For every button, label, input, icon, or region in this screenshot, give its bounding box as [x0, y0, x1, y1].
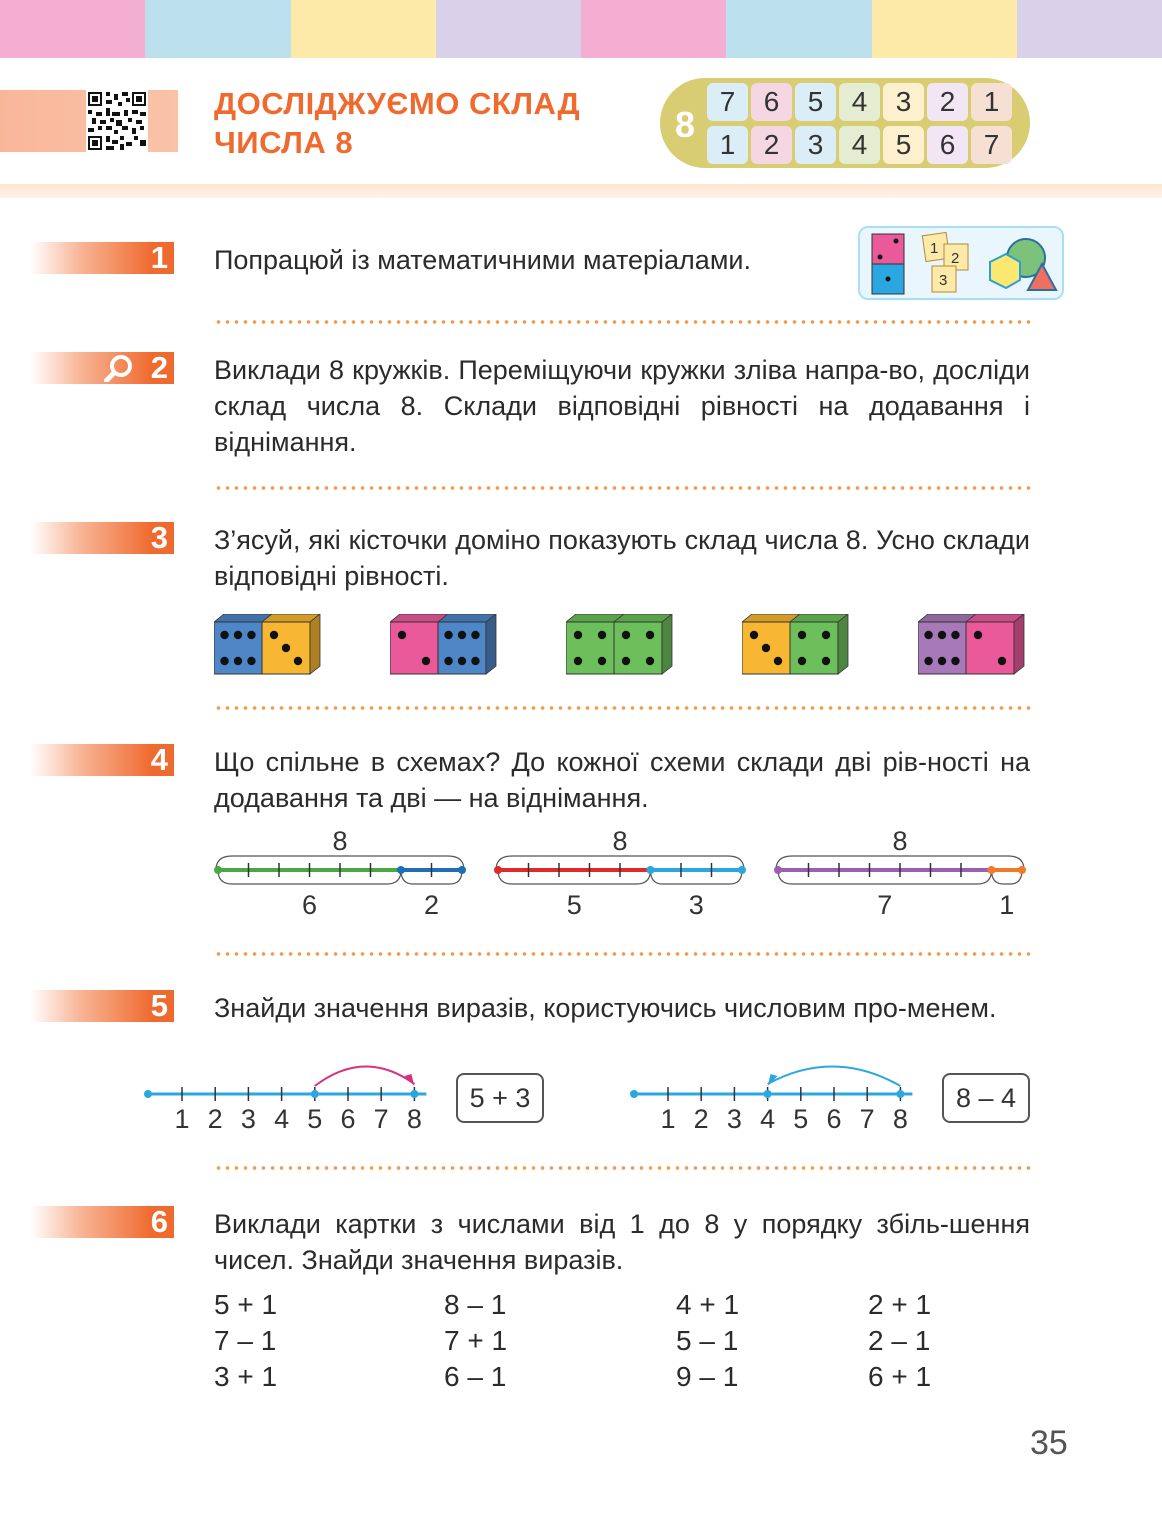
- task-1-text: Попрацюй із математичними матеріалами.: [214, 245, 751, 275]
- domino-tile: [214, 614, 330, 676]
- exercise-expression: 7 + 1: [444, 1325, 508, 1356]
- domino-pip: [951, 631, 959, 639]
- qr-code-icon[interactable]: [86, 90, 148, 152]
- segment-scheme: [494, 826, 750, 922]
- composition-cell: 1: [707, 126, 748, 164]
- ray-tick-label: 7: [373, 1104, 389, 1134]
- domino-tile: [742, 614, 858, 676]
- scheme-part-b-label: 3: [688, 890, 704, 920]
- domino-tile: [390, 614, 506, 676]
- exercise-expression: 9 – 1: [676, 1361, 739, 1392]
- number-ray: [626, 1064, 936, 1138]
- domino-pip: [646, 657, 654, 665]
- color-stripe: [436, 0, 581, 58]
- task-number-tab-3: [30, 522, 174, 554]
- task-number: 3: [150, 520, 168, 555]
- task-6-text: Виклади картки з числами від 1 до 8 у порядку збіль-шення чисел. Знайди значення виразів.: [214, 1209, 1030, 1275]
- domino-pip: [951, 657, 959, 665]
- task-number-tab-4: [30, 744, 174, 776]
- number-ray: [140, 1064, 450, 1138]
- color-stripe: [872, 0, 1017, 58]
- composition-cell: 4: [839, 126, 880, 164]
- scheme-total-label: 8: [892, 826, 908, 856]
- ray-tick-label: 8: [892, 1104, 908, 1134]
- domino-pip: [247, 631, 255, 639]
- composition-cell: 3: [883, 83, 924, 121]
- domino-pip: [294, 657, 302, 665]
- color-stripe: [726, 0, 871, 58]
- scheme-total-label: 8: [332, 826, 348, 856]
- domino-pip: [622, 657, 630, 665]
- exercise-expression: 2 – 1: [868, 1325, 931, 1356]
- composition-number: 8: [674, 104, 696, 145]
- domino-pip: [234, 631, 242, 639]
- composition-cell: 7: [707, 83, 748, 121]
- exercise-expression: 3 + 1: [214, 1361, 278, 1392]
- task-3-text: З’ясуй, які кісточки доміно показують склад числа 8. Усно склади відповідні рівності.: [214, 525, 1030, 591]
- scheme-part-a-label: 5: [566, 890, 582, 920]
- segment-scheme: [774, 826, 1030, 922]
- domino-pip: [938, 657, 946, 665]
- page-number: 35: [1030, 1424, 1068, 1462]
- ray-tick-label: 7: [859, 1104, 875, 1134]
- exercise-expression: 8 – 1: [444, 1289, 507, 1320]
- domino-pip: [998, 657, 1006, 665]
- exercise-column: [444, 1287, 507, 1395]
- domino-pip: [822, 657, 830, 665]
- domino-pip: [974, 631, 982, 639]
- dotted-divider: [214, 706, 1032, 710]
- domino-pip: [924, 631, 932, 639]
- composition-cell: 3: [795, 126, 836, 164]
- dotted-divider: [214, 952, 1032, 956]
- color-stripe: [581, 0, 726, 58]
- title-line-2: ЧИСЛА 8: [214, 125, 354, 160]
- task-5-text: Знайди значення виразів, користуючись числовим про-менем.: [214, 993, 997, 1023]
- exercise-expression: 4 + 1: [676, 1289, 740, 1320]
- composition-cell: 6: [927, 126, 968, 164]
- domino-pip: [444, 631, 452, 639]
- task-number: 6: [150, 1204, 168, 1239]
- domino-pip: [220, 657, 228, 665]
- task-2-text: Виклади 8 кружків. Переміщуючи кружки зліва напра-во, досліди склад числа 8. Склади відповідні рівності на додавання і віднімання.: [214, 355, 1030, 457]
- exercise-expression: 6 + 1: [868, 1361, 932, 1392]
- ray-tick-label: 4: [760, 1104, 776, 1134]
- domino-pip: [458, 657, 466, 665]
- domino-pip: [762, 644, 770, 652]
- scheme-part-a-label: 6: [301, 890, 318, 920]
- domino-pip: [574, 631, 582, 639]
- task-number: 2: [150, 350, 168, 385]
- task-number-tab-5: [30, 990, 174, 1022]
- domino-tile: [918, 614, 1034, 676]
- expression-box: 8 – 4: [942, 1073, 1030, 1123]
- domino-pip: [924, 657, 932, 665]
- page-title: [214, 84, 654, 162]
- ray-tick-label: 2: [207, 1104, 223, 1134]
- exercise-expression: 7 – 1: [214, 1325, 277, 1356]
- ray-tick-label: 3: [726, 1104, 742, 1134]
- segment-scheme: [214, 826, 470, 922]
- scheme-total-label: 8: [612, 826, 628, 856]
- color-stripe: [145, 0, 290, 58]
- dotted-divider: [214, 1166, 1032, 1170]
- domino-tile: [566, 614, 682, 676]
- task-number: 4: [150, 742, 168, 777]
- ray-tick-label: 8: [406, 1104, 422, 1134]
- card-label-3: 3: [939, 272, 948, 289]
- task-number: 1: [150, 240, 168, 275]
- domino-pip: [750, 631, 758, 639]
- composition-cell: 7: [971, 126, 1012, 164]
- expression-box: 5 + 3: [456, 1073, 544, 1123]
- color-stripe: [1017, 0, 1162, 58]
- task-number: 5: [150, 988, 168, 1023]
- domino-pip: [822, 631, 830, 639]
- domino-pip: [458, 631, 466, 639]
- ray-tick-label: 2: [693, 1104, 709, 1134]
- title-line-1: ДОСЛІДЖУЄМО СКЛАД: [214, 86, 581, 121]
- domino-pip: [422, 657, 430, 665]
- task-number-tab-1: [30, 242, 174, 274]
- domino-pip: [798, 657, 806, 665]
- composition-top-row: [707, 83, 1012, 121]
- domino-pip: [471, 631, 479, 639]
- ray-tick-label: 6: [340, 1104, 356, 1134]
- card-label-1: 1: [930, 240, 939, 257]
- dotted-divider: [214, 486, 1032, 490]
- ray-tick-label: 5: [307, 1104, 323, 1134]
- exercise-expression: 5 – 1: [676, 1325, 739, 1356]
- ray-tick-label: 3: [240, 1104, 256, 1134]
- card-label-2: 2: [951, 250, 960, 267]
- color-stripe: [291, 0, 436, 58]
- domino-pip: [938, 631, 946, 639]
- ray-tick-label: 4: [274, 1104, 290, 1134]
- scheme-part-a-label: 7: [877, 890, 893, 920]
- composition-bottom-row: [707, 126, 1012, 164]
- task-number-tab-2: [30, 352, 174, 384]
- top-color-stripes: [0, 0, 1162, 58]
- domino-pip: [398, 631, 406, 639]
- domino-pip: [234, 657, 242, 665]
- header-divider: [0, 184, 1162, 198]
- composition-cell: 2: [927, 83, 968, 121]
- domino-pip: [574, 657, 582, 665]
- math-materials-icon: [860, 228, 1062, 298]
- qr-code-graphic: [88, 92, 146, 150]
- domino-pip: [444, 657, 452, 665]
- exercise-column: [214, 1287, 277, 1395]
- exercise-expression: 2 + 1: [868, 1289, 932, 1320]
- math-materials-picture: [858, 226, 1064, 300]
- dotted-divider: [214, 320, 1032, 324]
- exercise-expression: 5 + 1: [214, 1289, 278, 1320]
- task-4-text: Що спільне в схемах? До кожної схеми склади дві рів-ності на додавання та дві — на віднімання.: [214, 747, 1030, 813]
- exercise-column: [676, 1287, 739, 1395]
- domino-pip: [598, 657, 606, 665]
- ray-tick-label: 6: [826, 1104, 842, 1134]
- composition-cell: 5: [883, 126, 924, 164]
- ray-tick-label: 1: [174, 1104, 190, 1134]
- domino-pip: [220, 631, 228, 639]
- scheme-part-b-label: 1: [999, 890, 1015, 920]
- domino-pip: [471, 657, 479, 665]
- domino-pip: [622, 631, 630, 639]
- domino-pip: [646, 631, 654, 639]
- composition-cell: 1: [971, 83, 1012, 121]
- exercise-expression: 6 – 1: [444, 1361, 507, 1392]
- domino-pip: [247, 657, 255, 665]
- domino-pip: [270, 631, 278, 639]
- exercise-column: [868, 1287, 931, 1395]
- composition-cell: 2: [751, 126, 792, 164]
- composition-cell: 6: [751, 83, 792, 121]
- ray-tick-label: 1: [660, 1104, 676, 1134]
- domino-pip: [282, 644, 290, 652]
- scheme-part-b-label: 2: [423, 890, 440, 920]
- task-number-tab-6: [30, 1206, 174, 1238]
- domino-pip: [598, 631, 606, 639]
- domino-pip: [774, 657, 782, 665]
- color-stripe: [0, 0, 145, 58]
- magnifier-icon: [104, 354, 134, 382]
- composition-cell: 5: [795, 83, 836, 121]
- composition-cell: 4: [839, 83, 880, 121]
- domino-pip: [798, 631, 806, 639]
- ray-tick-label: 5: [793, 1104, 809, 1134]
